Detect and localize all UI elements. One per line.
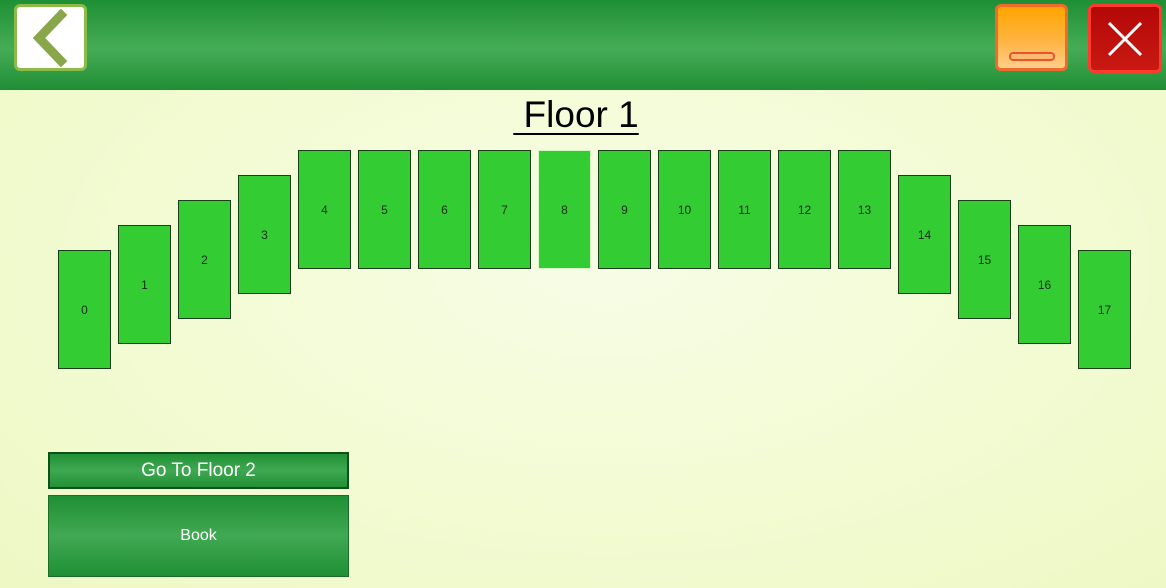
seat-1[interactable]: 1 — [118, 225, 171, 344]
title-bar — [0, 0, 1166, 90]
seat-2[interactable]: 2 — [178, 200, 231, 319]
close-icon — [1105, 19, 1145, 59]
back-button[interactable] — [14, 4, 87, 71]
seat-7[interactable]: 7 — [478, 150, 531, 269]
minimize-icon — [1009, 52, 1055, 61]
floor-title: Floor 1 — [513, 94, 639, 135]
go-to-floor-button[interactable]: Go To Floor 2 — [48, 452, 349, 489]
seat-13[interactable]: 13 — [838, 150, 891, 269]
seat-11[interactable]: 11 — [718, 150, 771, 269]
seat-9[interactable]: 9 — [598, 150, 651, 269]
minimize-button[interactable] — [995, 4, 1068, 71]
seat-17[interactable]: 17 — [1078, 250, 1131, 369]
seat-12[interactable]: 12 — [778, 150, 831, 269]
seat-0[interactable]: 0 — [58, 250, 111, 369]
seat-3[interactable]: 3 — [238, 175, 291, 294]
chevron-left-icon — [29, 9, 73, 67]
seat-4[interactable]: 4 — [298, 150, 351, 269]
seat-8[interactable]: 8 — [538, 150, 591, 269]
seat-14[interactable]: 14 — [898, 175, 951, 294]
seat-5[interactable]: 5 — [358, 150, 411, 269]
book-button[interactable]: Book — [48, 495, 349, 577]
close-button[interactable] — [1088, 4, 1162, 73]
seat-6[interactable]: 6 — [418, 150, 471, 269]
seat-16[interactable]: 16 — [1018, 225, 1071, 344]
seat-10[interactable]: 10 — [658, 150, 711, 269]
seat-15[interactable]: 15 — [958, 200, 1011, 319]
